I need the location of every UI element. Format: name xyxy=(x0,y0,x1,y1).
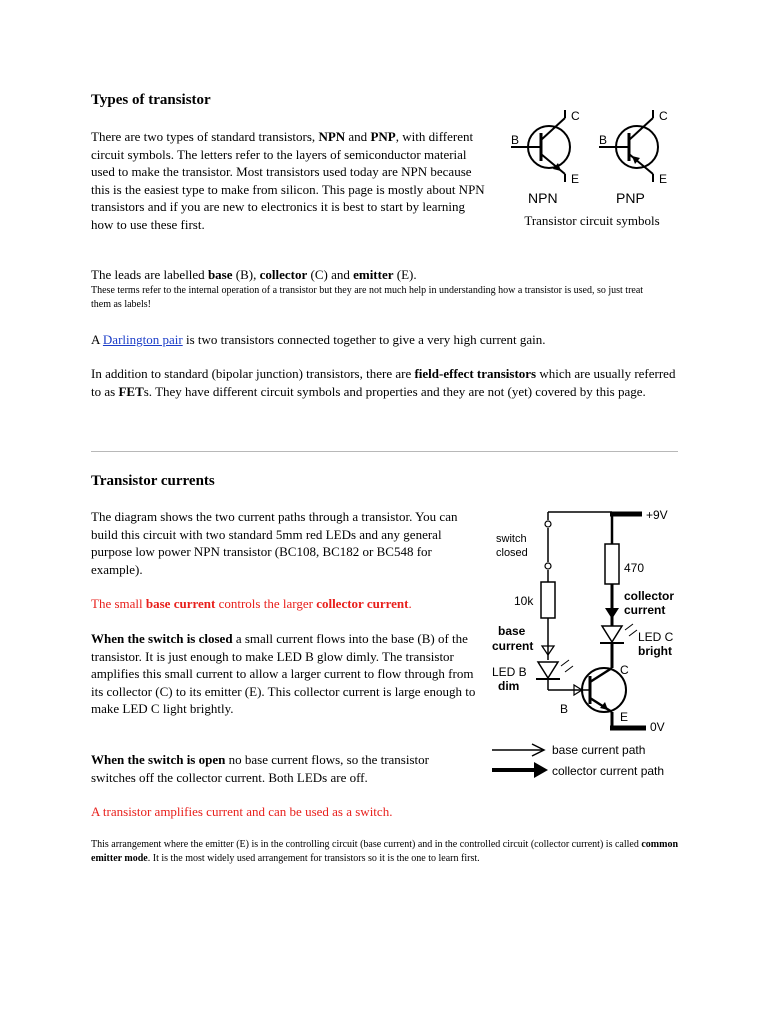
darlington-pair-link[interactable]: Darlington pair xyxy=(102,332,183,347)
currents-intro: The diagram shows the two current paths through a transistor. You can build this circuit with two standard 5mm red LEDs and any general purpose low power NPN transistor (BC108, BC182 or BC548 for example). xyxy=(91,509,458,577)
npn-b-label: B xyxy=(511,133,520,147)
darlington-paragraph: A Darlington pair is two transistors connected together to give a very high current gain. xyxy=(91,332,546,347)
transistor-b-label: B xyxy=(560,702,569,716)
transistor-circuit-diagram xyxy=(486,500,682,785)
collector-current-label-2: current xyxy=(624,603,666,617)
pnp-b-label: B xyxy=(599,133,608,147)
resistor-470 xyxy=(605,544,619,584)
leads-note: These terms refer to the internal operation of a transistor but they are not much help in understanding how a transistor is used, so just treat them as labels! xyxy=(91,285,644,310)
npn-label: NPN xyxy=(528,190,558,206)
section-title-currents: Transistor currents xyxy=(91,473,215,489)
legend-base-path: base current path xyxy=(552,743,646,757)
pnp-c-label: C xyxy=(659,109,668,123)
switch-label-1: switch xyxy=(496,533,527,545)
npn-e-label: E xyxy=(571,172,580,186)
zero-v-label: 0V xyxy=(650,720,665,734)
led-b-label-1: LED B xyxy=(492,665,527,679)
led-c xyxy=(602,626,622,642)
led-c-label-1: LED C xyxy=(638,630,674,644)
amplifies-line: A transistor amplifies current and can be used as a switch. xyxy=(91,804,393,819)
section-title-types: Types of transistor xyxy=(91,92,211,108)
legend-collector-path: collector current path xyxy=(552,764,665,778)
transistor-symbols-figure xyxy=(503,106,681,238)
pnp-e-label: E xyxy=(659,172,668,186)
section-divider xyxy=(91,451,678,452)
pnp-symbol xyxy=(599,109,668,206)
intro-paragraph: There are two types of standard transistors, NPN and PNP, with different circuit symbols. The letters refer to the layers of semiconductor material used to make the transistor. Most transistors used today are NPN because this is the easiest type to make from silicon. This page is mostly about NPN transistors and if you are new to electronics it is best to start by learning how to use these first. xyxy=(91,129,485,232)
switch-contact-top xyxy=(545,521,551,527)
r10k-label: 10k xyxy=(514,594,534,608)
leads-paragraph: The leads are labelled base (B), collector (C) and emitter (E). xyxy=(91,267,417,282)
base-current-label-1: base xyxy=(498,624,526,638)
transistor-e-label: E xyxy=(620,710,629,724)
collector-current-label-1: collector xyxy=(624,589,675,603)
led-c-label-2: bright xyxy=(638,644,672,658)
switch-contact-bottom xyxy=(545,563,551,569)
transistor-symbols-diagram xyxy=(503,106,681,216)
npn-c-label: C xyxy=(571,109,580,123)
led-b-label-2: dim xyxy=(498,679,520,693)
led-b xyxy=(538,662,558,678)
r470-label: 470 xyxy=(624,561,645,575)
common-emitter-paragraph: This arrangement where the emitter (E) is in the controlling circuit (base current) and in the controlled circuit (collector current) is called common emitter mode. It is the most widely used arrangement for transistors so it is the one to learn first. xyxy=(91,839,679,864)
small-base-line: The small base current controls the larger collector current. xyxy=(91,596,412,611)
switch-label-2: closed xyxy=(496,547,528,559)
npn-symbol xyxy=(511,109,580,206)
switch-closed-paragraph: When the switch is closed a small current flows into the base (B) of the transistor. It is just enough to make LED B glow dimly. The transistor amplifies this small current to allow a larger current to flow through from its collector (C) to its emitter (E). This collector current is large enough to make LED C light brightly. xyxy=(91,631,476,717)
transistor-c-label: C xyxy=(620,663,629,677)
plus-9v-label: +9V xyxy=(646,508,668,522)
resistor-10k xyxy=(541,582,555,618)
fet-paragraph: In addition to standard (bipolar junction) transistors, there are field-effect transistors which are usually referred to as FETs. They have different circuit symbols and properties and they are not (yet) covered by this page. xyxy=(91,366,676,399)
pnp-label: PNP xyxy=(616,190,645,206)
base-current-label-2: current xyxy=(492,639,534,653)
switch-open-paragraph: When the switch is open no base current flows, so the transistor switches off the collector current. Both LEDs are off. xyxy=(91,752,429,785)
symbols-caption: Transistor circuit symbols xyxy=(524,213,660,228)
